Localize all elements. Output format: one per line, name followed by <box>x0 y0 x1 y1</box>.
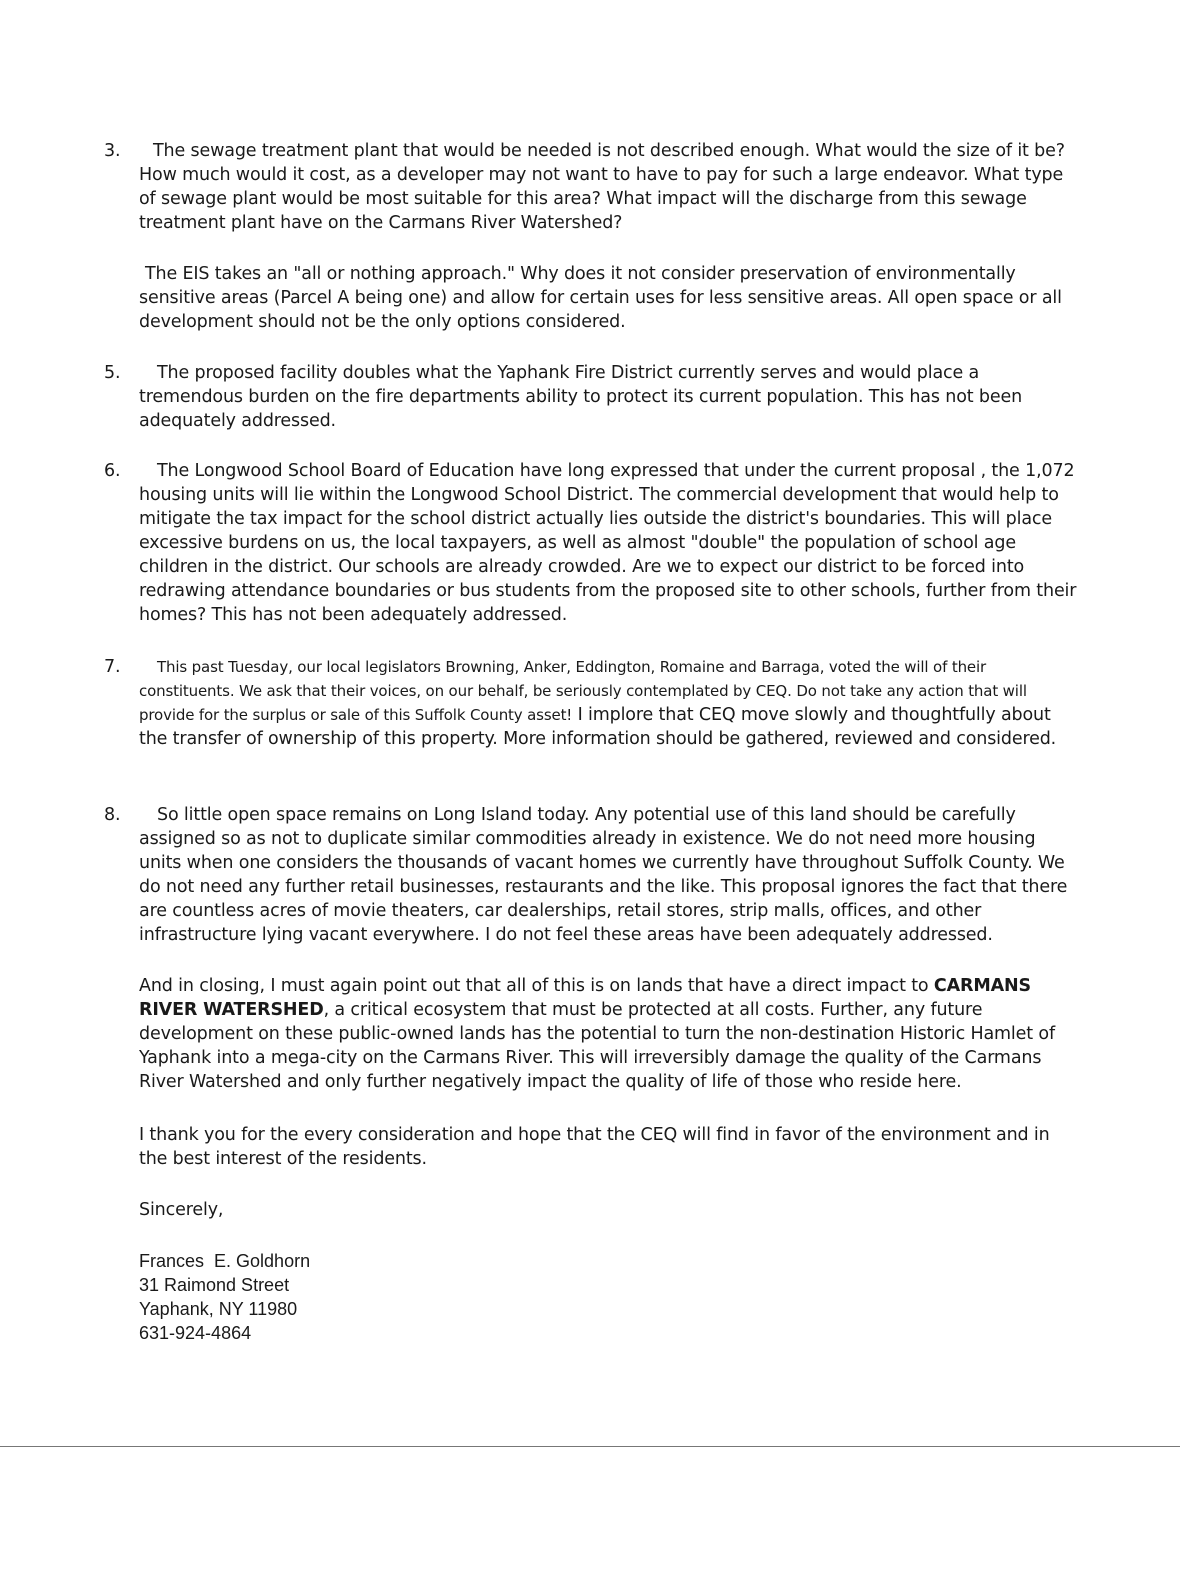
item-text <box>139 655 1080 751</box>
footer-rule <box>0 1446 1180 1447</box>
item-text-regular: I implore that CEQ move slowly and thoughtfully about the transfer of ownership of this property. More information should be gathered, reviewed and considered. <box>139 705 1057 749</box>
closing-text-before: And in closing, I must again point out that all of this is on lands that have a direct impact to <box>139 976 929 996</box>
thanks-paragraph: I thank you for the every consideration and hope that the CEQ will find in favor of the environment and in the best interest of the residents. <box>139 1125 1050 1169</box>
list-item-3 <box>100 139 1080 235</box>
signature-name: Frances E. Goldhorn <box>139 1251 311 1271</box>
closing-text-after: , a critical ecosystem that must be protected at all costs. Further, any future development on these public-owned lands has the potential to turn the non-destination Historic Hamlet of Yaphank into a mega-city on the Carmans River. This will irreversibly damage the quality of the Carmans River Watershed and only further negatively impact the quality of life of those who reside here. <box>139 1000 1055 1092</box>
item-text: The sewage treatment plant that would be needed is not described enough. What would the size of it be? How much would it cost, as a developer may not want to have to pay for such a large endeavor. What type of sewage plant would be most suitable for this area? What impact will the discharge from this sewage treatment plant have on the Carmans River Watershed? <box>139 141 1065 233</box>
item-number: 3. <box>104 141 121 161</box>
item-text: The proposed facility doubles what the Yaphank Fire District currently serves and would place a tremendous burden on the fire departments ability to protect its current population. This has not been adequately addressed. <box>139 363 1023 431</box>
item-text: The EIS takes an "all or nothing approach." Why does it not consider preservation of environmentally sensitive areas (Parcel A being one) and allow for certain uses for less sensitive areas. All open space or all development should not be the only options considered. <box>139 264 1062 332</box>
item-number: 6. <box>104 461 121 481</box>
signature-phone: 631-924-4864 <box>139 1323 252 1343</box>
closing-paragraph <box>139 974 1079 1094</box>
list-item-5 <box>100 361 1080 433</box>
signature-block <box>139 1249 539 1345</box>
signature-street: 31 Raimond Street <box>139 1275 290 1295</box>
list-item-6 <box>100 459 1080 627</box>
signature-city: Yaphank, NY 11980 <box>139 1299 298 1319</box>
item-number: 5. <box>104 363 121 383</box>
item-number: 8. <box>104 805 121 825</box>
list-item-4 <box>100 262 1080 334</box>
list-item-8 <box>100 803 1080 947</box>
closing-bold: CARMANS RIVER WATERSHED <box>139 976 1031 1020</box>
item-text-small: This past Tuesday, our local legislators Browning, Anker, Eddington, Romaine and Barraga, voted the will of their constituents. We ask that their voices, on our behalf, be seriously contemplated by CEQ. Do not take any action that will provide for the surplus or sale of this Suffolk County asset! <box>139 658 1027 724</box>
list-item-7 <box>100 655 1080 751</box>
item-text: So little open space remains on Long Island today. Any potential use of this land should be carefully assigned so as not to duplicate similar commodities already in existence. We do not need more housing units when one considers the thousands of vacant homes we currently have throughout Suffolk County. We do not need any further retail businesses, restaurants and the like. This proposal ignores the fact that there are countless acres of movie theaters, car dealerships, retail stores, strip malls, offices, and other infrastructure lying vacant everywhere. I do not feel these areas have been adequately addressed. <box>139 805 1068 945</box>
signoff: Sincerely, <box>139 1200 224 1220</box>
item-number: 7. <box>104 657 121 677</box>
item-text: The Longwood School Board of Education have long expressed that under the current proposal , the 1,072 housing units will lie within the Longwood School District. The commercial development that would help to mitigate the tax impact for the school district actually lies outside the district's boundaries. This will place excessive burdens on us, the local taxpayers, as well as almost "double" the population of school age children in the district. Our schools are already crowded. Are we to expect our district to be forced into redrawing attendance boundaries or bus students from the proposed site to other schools, further from their homes? This has not been adequately addressed. <box>139 461 1077 625</box>
